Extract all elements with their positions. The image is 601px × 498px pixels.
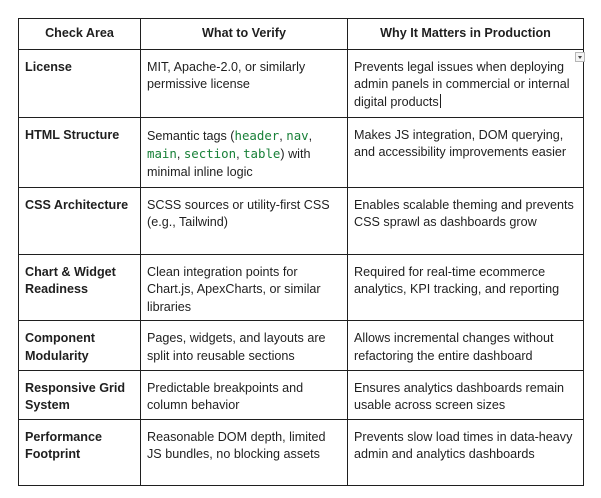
- header-check-area: Check Area: [19, 19, 141, 50]
- cell-check-area[interactable]: HTML Structure: [19, 117, 141, 187]
- code-tag-nav: nav: [286, 127, 309, 143]
- cell-text: Prevents legal issues when deploying admin panels in commercial or internal digital products: [354, 59, 570, 109]
- cell-check-area[interactable]: License: [19, 49, 141, 117]
- cell-what-to-verify[interactable]: Clean integration points for Chart.js, ApexCharts, or similar libraries: [141, 254, 348, 321]
- cell-check-area[interactable]: Responsive Grid System: [19, 370, 141, 419]
- table-row: [19, 117, 584, 187]
- header-what-to-verify: What to Verify: [141, 19, 348, 50]
- cell-what-to-verify[interactable]: SCSS sources or utility-first CSS (e.g., Tailwind): [141, 187, 348, 254]
- table-row: [19, 370, 584, 419]
- header-why-it-matters: Why It Matters in Production: [348, 19, 584, 50]
- cell-check-area[interactable]: Chart & Widget Readiness: [19, 254, 141, 321]
- code-tag-header: header: [234, 127, 280, 143]
- code-tag-section: section: [183, 146, 237, 162]
- separator: ,: [236, 147, 244, 162]
- cell-check-area[interactable]: CSS Architecture: [19, 187, 141, 254]
- cell-why-it-matters[interactable]: Allows incremental changes without refactoring the entire dashboard: [348, 321, 584, 370]
- cell-why-it-matters[interactable]: Required for real-time ecommerce analytics, KPI tracking, and reporting: [348, 254, 584, 321]
- cell-what-to-verify[interactable]: Pages, widgets, and layouts are split into reusable sections: [141, 321, 348, 370]
- separator: ,: [279, 128, 287, 143]
- cell-why-it-matters[interactable]: Ensures analytics dashboards remain usable across screen sizes: [348, 370, 584, 419]
- code-tag-main: main: [147, 146, 177, 162]
- cell-check-area[interactable]: Performance Footprint: [19, 419, 141, 485]
- cell-check-area[interactable]: Component Modularity: [19, 321, 141, 370]
- cell-why-it-matters[interactable]: [348, 49, 584, 117]
- text-cursor: [440, 94, 441, 108]
- cell-why-it-matters[interactable]: Prevents slow load times in data-heavy admin and analytics dashboards: [348, 419, 584, 485]
- separator: ,: [308, 128, 313, 143]
- verify-prefix: Semantic tags (: [147, 128, 235, 143]
- table-header-row: [19, 19, 584, 50]
- code-tag-table: table: [243, 146, 281, 162]
- cell-what-to-verify[interactable]: [141, 117, 348, 187]
- cell-what-to-verify[interactable]: MIT, Apache-2.0, or similarly permissive license: [141, 49, 348, 117]
- cell-what-to-verify[interactable]: Reasonable DOM depth, limited JS bundles, no blocking assets: [141, 419, 348, 485]
- dropdown-arrow-icon[interactable]: [575, 52, 585, 62]
- table-row: [19, 321, 584, 370]
- verify-suffix: ) with minimal inline logic: [147, 147, 311, 179]
- cell-what-to-verify[interactable]: Predictable breakpoints and column behavior: [141, 370, 348, 419]
- table-row: [19, 49, 584, 117]
- cell-why-it-matters[interactable]: Enables scalable theming and prevents CSS sprawl as dashboards grow: [348, 187, 584, 254]
- table-row: [19, 187, 584, 254]
- cell-why-it-matters[interactable]: Makes JS integration, DOM querying, and accessibility improvements easier: [348, 117, 584, 187]
- comparison-table-container: [18, 18, 583, 486]
- checklist-table: [18, 18, 584, 486]
- table-row: [19, 419, 584, 485]
- table-row: [19, 254, 584, 321]
- separator: ,: [176, 147, 184, 162]
